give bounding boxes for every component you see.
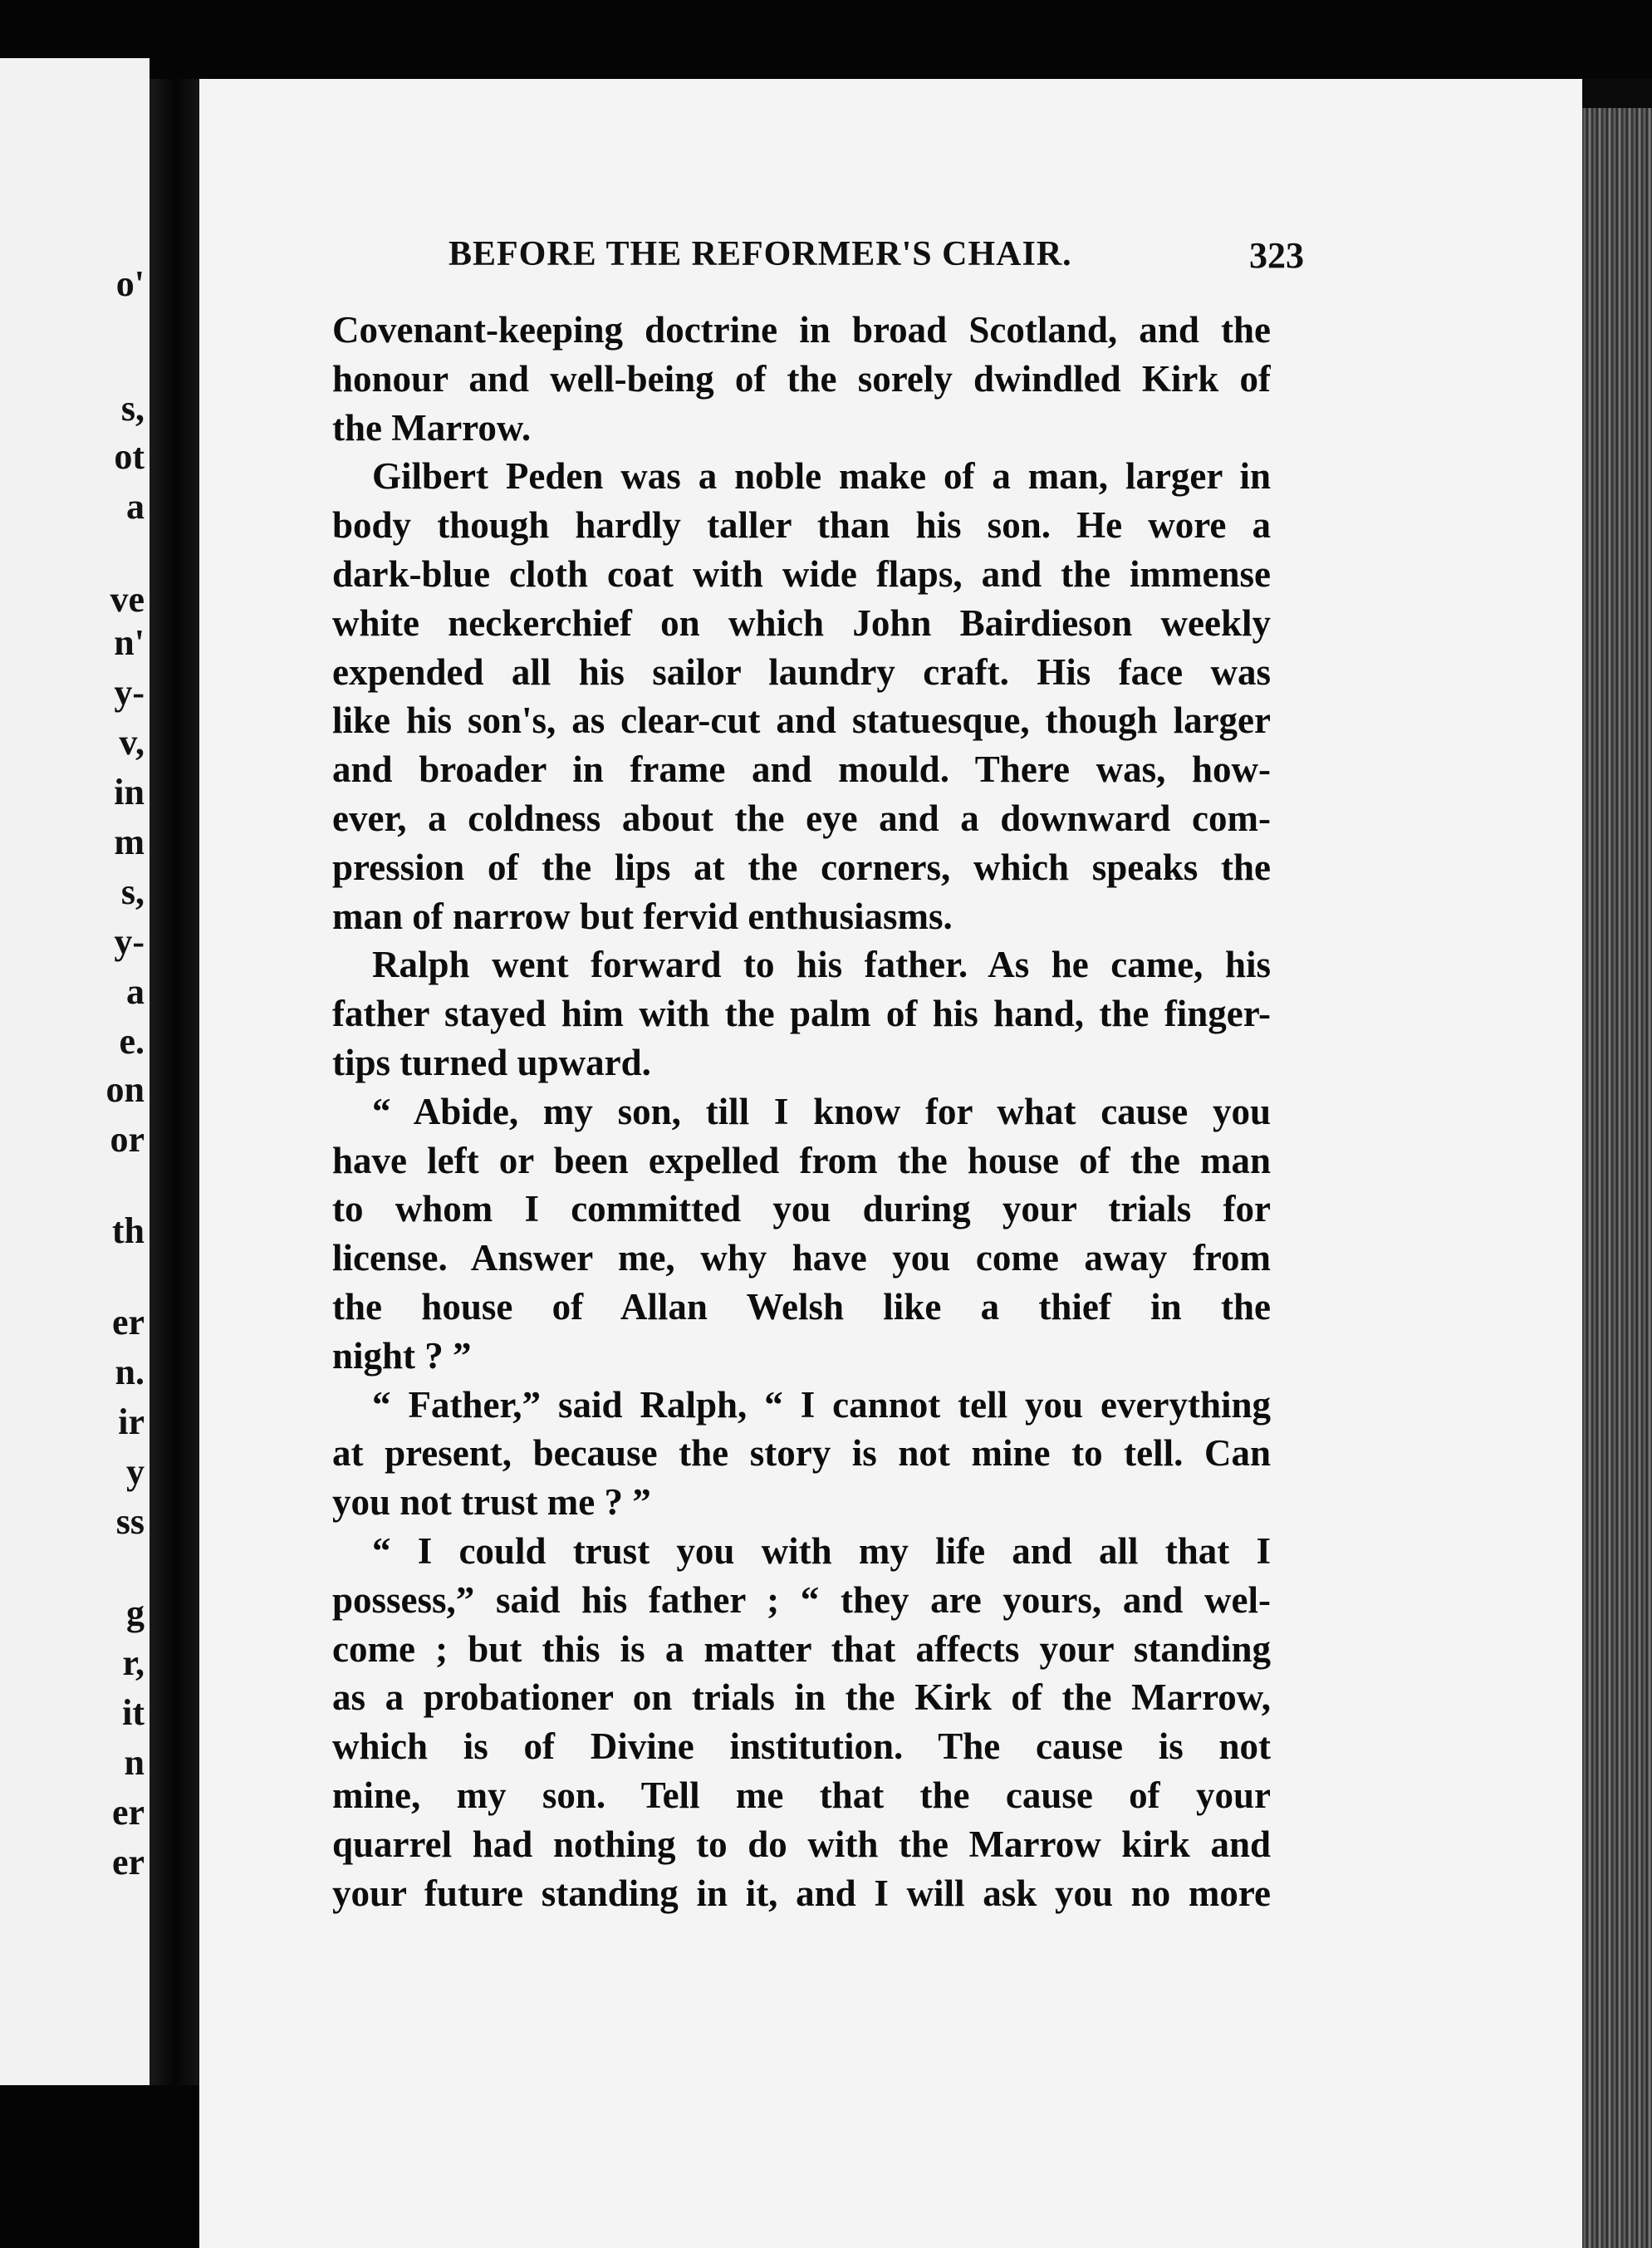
text-line: mine, my son. Tell me that the cause of your — [332, 1774, 1271, 1816]
facing-page-text: y- — [114, 672, 145, 713]
text-line: Gilbert Peden was a noble make of a man, larger in — [372, 455, 1271, 498]
facing-page-text: m — [114, 822, 145, 862]
text-line: which is of Divine institution. The cause is not — [332, 1725, 1271, 1768]
text-line: at present, because the story is not mine to tell. Can — [332, 1432, 1271, 1475]
facing-page-text: er — [111, 1842, 145, 1882]
text-line: night ? ” — [332, 1334, 472, 1377]
text-line: dark-blue cloth coat with wide flaps, and the immense — [332, 552, 1271, 595]
text-line: body though hardly taller than his son. He wore a — [332, 504, 1271, 547]
text-line: Ralph went forward to his father. As he came, his — [372, 944, 1271, 986]
facing-page-text: er — [111, 1792, 145, 1833]
scan-border-bottom-left — [0, 2085, 199, 2248]
facing-page-text: a — [126, 486, 145, 527]
facing-page-text: it — [122, 1692, 145, 1733]
text-line: as a probationer on trials in the Kirk of the Marrow, — [332, 1676, 1271, 1719]
book-gutter — [150, 79, 199, 2247]
text-line: “ I could trust you with my life and all that I — [372, 1529, 1271, 1572]
facing-page-text: in — [114, 772, 145, 812]
body-text — [332, 306, 1271, 1917]
text-line: have left or been expelled from the house of the man — [332, 1139, 1271, 1181]
text-line: your future standing in it, and I will ask you no more — [332, 1872, 1271, 1914]
facing-page-text: s, — [120, 388, 145, 429]
facing-page-text: v, — [119, 722, 145, 763]
facing-page-text: ss — [115, 1501, 145, 1542]
text-line: and broader in frame and mould. There was, how- — [332, 749, 1271, 791]
facing-page-text: n. — [115, 1352, 145, 1392]
text-line: possess,” said his father ; “ they are yours, and wel- — [332, 1578, 1271, 1621]
text-line: Covenant-keeping doctrine in broad Scotland, and the — [332, 309, 1271, 351]
text-line: pression of the lips at the corners, which speaks the — [332, 846, 1271, 888]
text-line: quarrel had nothing to do with the Marrow kirk and — [332, 1823, 1271, 1865]
facing-page-text: ot — [114, 436, 145, 477]
text-line: father stayed him with the palm of his hand, the finger- — [332, 993, 1271, 1035]
facing-page-text: th — [111, 1210, 145, 1251]
text-line: expended all his sailor laundry craft. His face was — [332, 650, 1271, 693]
facing-page-text: y- — [114, 921, 145, 962]
facing-page-text: y — [126, 1451, 145, 1492]
facing-page-text: r, — [122, 1642, 145, 1683]
scan-border-top — [0, 0, 1652, 79]
facing-page-text: e. — [119, 1021, 145, 1062]
facing-page-text: g — [126, 1593, 145, 1633]
facing-page-text: on — [105, 1069, 145, 1110]
text-line: come ; but this is a matter that affects your standing — [332, 1627, 1271, 1670]
facing-page-text: er — [111, 1302, 145, 1342]
text-line: honour and well-being of the sorely dwindled Kirk of — [332, 357, 1271, 400]
facing-page-text: n — [124, 1742, 145, 1783]
facing-page-text: s, — [120, 871, 145, 912]
text-line: to whom I committed you during your trials for — [332, 1188, 1271, 1230]
text-line: “ Abide, my son, till I know for what cause you — [372, 1090, 1271, 1132]
text-line: white neckerchief on which John Bairdieson weekly — [332, 601, 1271, 644]
text-line: license. Answer me, why have you come away from — [332, 1237, 1271, 1279]
page-edges — [1582, 108, 1652, 2248]
text-line: you not trust me ? ” — [332, 1481, 651, 1524]
text-line: man of narrow but fervid enthusiasms. — [332, 895, 953, 937]
text-line: “ Father,” said Ralph, “ I cannot tell you everything — [372, 1383, 1271, 1426]
scan-border-top-right — [1582, 79, 1652, 108]
facing-page-text: n' — [114, 622, 145, 663]
running-head — [449, 234, 1304, 286]
facing-page-fragment — [0, 58, 150, 2085]
facing-page-text: ir — [118, 1401, 145, 1442]
facing-page-text: or — [110, 1119, 145, 1160]
facing-page-text: ve — [110, 579, 145, 620]
text-line: the Marrow. — [332, 406, 532, 449]
facing-page-text: o' — [115, 263, 145, 304]
text-line: the house of Allan Welsh like a thief in the — [332, 1285, 1271, 1328]
facing-page-text: a — [126, 971, 145, 1012]
text-line: like his son's, as clear-cut and statuesque, though larger — [332, 699, 1271, 742]
running-title: BEFORE THE REFORMER'S CHAIR. — [449, 235, 1072, 273]
text-line: ever, a coldness about the eye and a downward com- — [332, 797, 1271, 839]
text-line: tips turned upward. — [332, 1041, 651, 1083]
page-number: 323 — [1249, 235, 1304, 276]
